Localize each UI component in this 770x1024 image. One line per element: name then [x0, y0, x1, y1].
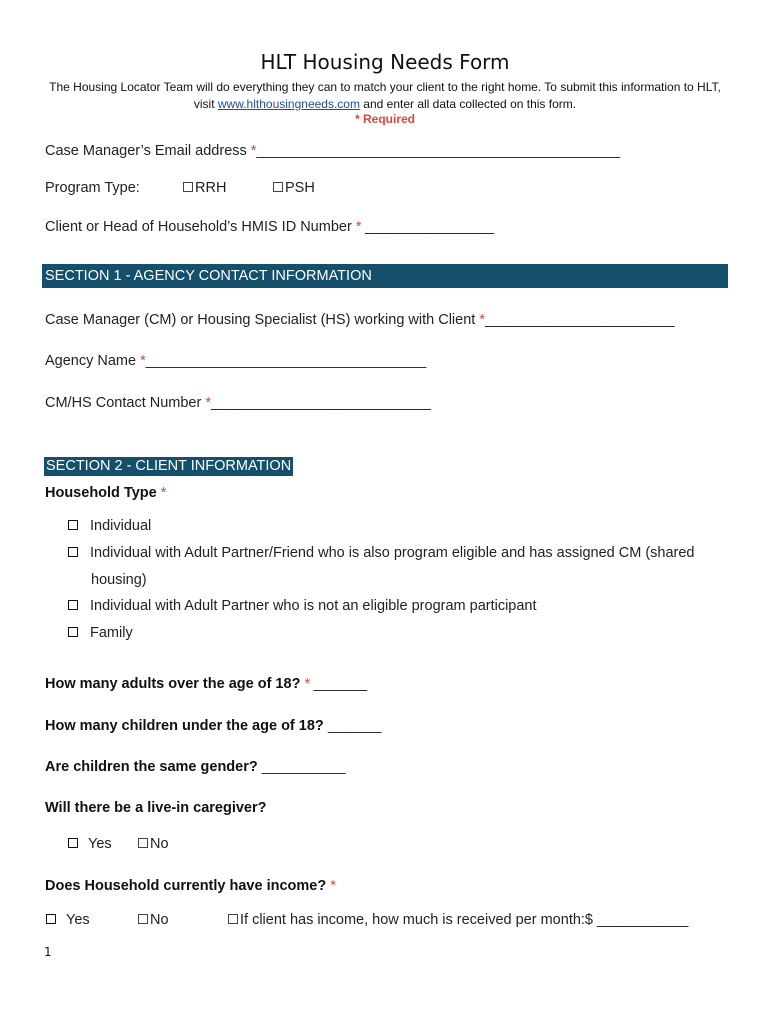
hmis-field-row [45, 219, 494, 235]
intro-text-part2: and enter all data collected on this form. [359, 97, 577, 111]
contact-label: CM/HS Contact Number [45, 395, 206, 411]
hmis-field[interactable]: _________________ [361, 219, 494, 235]
required-note: * Required [354, 112, 415, 126]
checkbox-icon[interactable] [68, 600, 78, 610]
income-amount-option[interactable] [228, 912, 688, 928]
required-star: * [250, 143, 257, 159]
checkbox-icon[interactable] [138, 914, 148, 924]
contact-field-row [45, 395, 430, 411]
household-option-shared[interactable] [68, 545, 694, 561]
hlt-website-link[interactable]: www.hlthousingneeds.com [217, 97, 360, 111]
agency-label: Agency Name [45, 353, 141, 369]
intro-text-part1: The Housing Locator Team will do everything they can to match your client to the right home. To submit this information to HLT, visit [49, 80, 721, 111]
checkbox-icon[interactable] [68, 838, 78, 848]
caregiver-label: Will there be a live-in caregiver? [45, 800, 267, 816]
program-rrh-option[interactable] [183, 180, 226, 196]
household-option-label: Individual with Adult Partner who is not an eligible program participant [90, 598, 537, 614]
income-yes-option[interactable] [46, 912, 90, 928]
checkbox-icon[interactable] [228, 914, 238, 924]
children-field[interactable]: _______ [327, 718, 381, 734]
cm-label: Case Manager (CM) or Housing Specialist (HS) working with Client [45, 312, 480, 328]
agency-field-row [45, 353, 426, 369]
cm-field-row [45, 312, 674, 328]
required-star: * [205, 395, 212, 411]
required-star: * [330, 878, 336, 894]
caregiver-no-label: No [150, 836, 169, 852]
adults-row [45, 676, 367, 692]
checkbox-icon[interactable] [68, 627, 78, 637]
household-option-shared-continued: housing) [91, 572, 147, 588]
section-1-heading: SECTION 1 - AGENCY CONTACT INFORMATION [42, 264, 728, 288]
income-no-option[interactable] [138, 912, 169, 928]
household-option-label: Family [90, 625, 133, 641]
caregiver-yes-label: Yes [88, 836, 112, 852]
cm-field[interactable]: _________________________ [485, 312, 675, 328]
children-row [45, 718, 381, 734]
household-type-label: Household Type [45, 485, 161, 501]
household-option-label: Individual with Adult Partner/Friend who is also program eligible and has assigned CM (shared [90, 545, 695, 561]
household-option-label: Individual [90, 518, 152, 534]
checkbox-icon[interactable] [183, 182, 193, 192]
required-star: * [355, 219, 362, 235]
checkbox-icon[interactable] [273, 182, 283, 192]
contact-field[interactable]: _____________________________ [211, 395, 431, 411]
gender-label: Are children the same gender? [45, 759, 262, 775]
household-option-partner[interactable] [68, 598, 537, 614]
caregiver-yes-option[interactable] [68, 836, 112, 852]
gender-row [45, 759, 345, 775]
checkbox-icon[interactable] [68, 520, 78, 530]
hmis-label: Client or Head of Household’s HMIS ID Number [45, 219, 356, 235]
checkbox-icon[interactable] [46, 914, 56, 924]
required-star: * [304, 676, 311, 692]
household-option-individual[interactable] [68, 518, 151, 534]
section-2-heading: SECTION 2 - CLIENT INFORMATION [46, 458, 292, 474]
income-amount-field[interactable]: ____________ [597, 912, 688, 928]
program-psh-option[interactable] [273, 180, 315, 196]
household-option-family[interactable] [68, 625, 133, 641]
program-rrh-label: RRH [195, 180, 227, 196]
program-type-label: Program Type: [45, 180, 140, 196]
adults-field[interactable]: _______ [310, 676, 367, 692]
caregiver-no-option[interactable] [138, 836, 169, 852]
required-star: * [160, 485, 167, 501]
income-yes-label: Yes [66, 912, 90, 928]
income-no-label: No [150, 912, 169, 928]
agency-field[interactable]: _____________________________________ [145, 353, 426, 369]
email-label: Case Manager’s Email address [45, 143, 251, 159]
program-type-row [45, 180, 140, 196]
children-label: How many children under the age of 18? [45, 718, 328, 734]
income-label: Does Household currently have income? [45, 878, 331, 894]
page-number: 1 [44, 945, 52, 959]
form-title: HLT Housing Needs Form [260, 50, 510, 74]
intro-text [40, 79, 730, 113]
program-psh-label: PSH [285, 180, 315, 196]
adults-label: How many adults over the age of 18? [45, 676, 305, 692]
income-row [45, 878, 336, 894]
email-field[interactable]: ________________________________________________ [256, 143, 620, 159]
gender-field[interactable]: ___________ [261, 759, 345, 775]
income-amount-label: If client has income, how much is received per month:$ [240, 912, 598, 928]
email-field-row [45, 143, 620, 159]
household-type-row [45, 485, 166, 501]
checkbox-icon[interactable] [68, 547, 78, 557]
required-star: * [140, 353, 146, 369]
checkbox-icon[interactable] [138, 838, 148, 848]
required-star: * [479, 312, 485, 328]
